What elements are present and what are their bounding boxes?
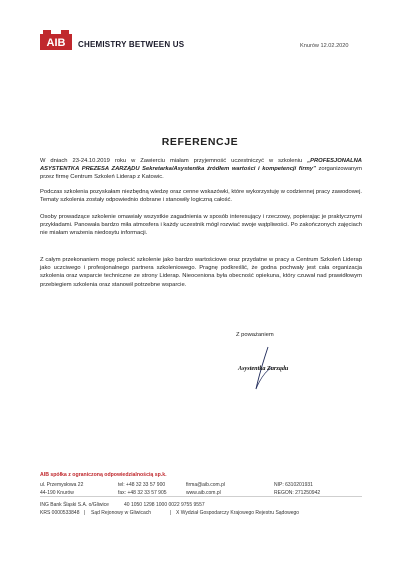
footer-bank-account: 40 1050 1298 1000 0022 9755 9557 [124, 502, 205, 508]
footer-court-department: X Wydział Gospodarczy Krajowego Rejestru Sądowego [176, 510, 300, 516]
footer-city: 44-190 Knurów [40, 490, 74, 496]
footer-fax: fax: +48 32 33 57 905 [118, 490, 167, 496]
closing-phrase: Z poważaniem [236, 332, 274, 338]
footer-court-sep: | [84, 510, 86, 516]
footer-regon: REGON: 271250942 [274, 490, 321, 496]
intro-text: W dniach 23-24.10.2019 roku w Zawierciu miałam przyjemność uczestniczyć w szkoleniu [40, 158, 308, 164]
document-title: REFERENCJE [161, 136, 239, 148]
footer-bank: ING Bank Śląski S.A. o/Gliwice [40, 502, 109, 508]
paragraph-recommendation: Z całym przekonaniem mogę polecić szkolenie jako bardzo wartościowe oraz przydatne w pracy a Centrum Szkoleń Liderap jako uczciwego i profesjonalnego partnera szkoleniowego. Pragnę podkreślić, że godna pochwały jest cała organizacja szkolenia oraz wsparcie techniczne ze strony Liderap. Nieoceniona była obecność opiekuna, który czuwał nad prawidłowym przebiegiem szkolenia oraz stanowił potrzebne wsparcie. [40, 257, 362, 288]
paragraph-knowledge: Podczas szkolenia pozyskałam niezbędną wiedzę oraz cenne wskazówki, które wykorzystuję w codziennej pracy zawodowej. Tematy szkolenia zostały odpowiednio dobrane i stanowiły logiczną całość. [40, 189, 362, 204]
training-name: „PROFESJONALNA ASYSTENTKA PREZESA ZARZĄDU Sekretarka/Asystentka źródłem wartości i kompetencji firmy” [40, 158, 362, 173]
footer-website: www.aib.com.pl [186, 490, 221, 496]
footer-street: ul. Przemysłowa 22 [40, 482, 84, 488]
logo-lettering: AIB [46, 37, 66, 49]
footer-phone: tel: +48 32 33 57 900 [118, 482, 166, 488]
company-logo [40, 30, 72, 50]
intro-text-end: zorganizowanym przez firmę Centrum Szkoleń Liderap z Katowic. [40, 166, 362, 181]
place-and-date: Knurów 12.02.2020 [300, 43, 349, 49]
footer-court-dept-sep: | [170, 510, 172, 516]
footer-krs: KRS 0000533848 [40, 510, 80, 516]
paragraph-intro [40, 157, 362, 182]
footer-email: firma@aib.com.pl [186, 482, 225, 488]
footer-company-name: AIB spółka z ograniczoną odpowiedzialnością sp.k. [40, 472, 167, 478]
footer-divider [40, 496, 362, 497]
footer-court: Sąd Rejonowy w Gliwicach [91, 510, 152, 516]
footer-nip: NIP: 6310201931 [274, 482, 313, 488]
paragraph-trainers: Osoby prowadzące szkolenie omawiały wszystkie zagadnienia w sposób interesujący i rzeczowy, popierając je praktycznymi przykładami. Panowała bardzo miła atmosfera i każdy uczestnik mógł rozwiać swoje wątpliwości. Po zakończonych zajęciach nie miałam wrażenia niedosytu informacji. [40, 214, 362, 237]
signer-title: Asystentka Zarządu [238, 365, 289, 372]
company-name: CHEMISTRY BETWEEN US [78, 40, 185, 49]
